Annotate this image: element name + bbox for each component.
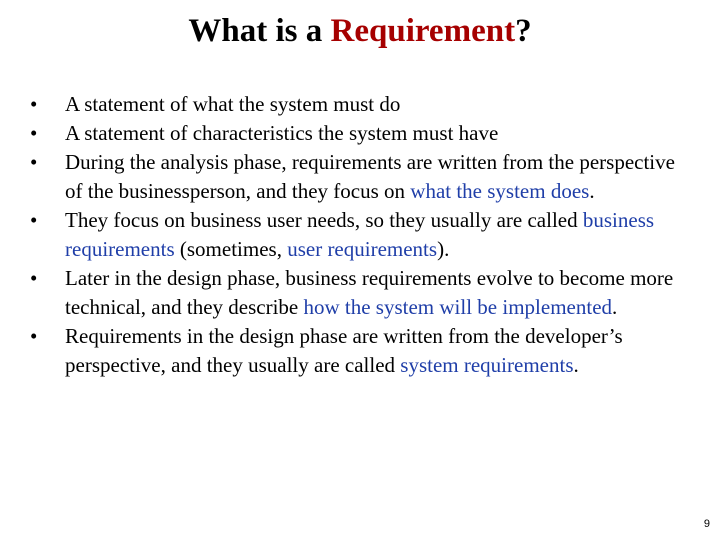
bullet-marker: • <box>30 92 38 116</box>
bullet-text: During the analysis phase, requirements are written from the perspective of the businessperson, and they focus on <box>65 150 675 203</box>
title-highlight: Requirement <box>330 13 516 49</box>
page-number: 9 <box>703 518 710 530</box>
slide-title <box>0 11 720 51</box>
bullet-text: A statement of what the system must do <box>65 92 401 116</box>
highlight-how-implemented: how the system will be implemented <box>303 295 613 319</box>
highlight-business-requirements: business requirements <box>65 208 655 261</box>
bullet-text: A statement of characteristics the system must have <box>65 121 499 145</box>
bullet-text: . <box>612 295 618 319</box>
bullet-text: . <box>573 353 579 377</box>
highlight-user-requirements: user requirements <box>287 237 438 261</box>
bullet-marker: • <box>30 121 38 145</box>
bullet-item-statement-do <box>30 90 690 119</box>
bullet-text: ). <box>437 237 450 261</box>
bullet-item-developer-perspective <box>30 322 690 380</box>
bullet-list <box>30 90 690 380</box>
title-suffix: ? <box>515 13 532 49</box>
bullet-text: Later in the design phase, business requirements evolve to become more technical, and they describe <box>65 266 674 319</box>
bullet-text: . <box>589 179 595 203</box>
bullet-item-statement-characteristics <box>30 119 690 148</box>
bullet-text: (sometimes, <box>174 237 288 261</box>
bullet-item-business-user-needs <box>30 206 690 264</box>
bullet-item-analysis-phase <box>30 148 690 206</box>
highlight-what-the-system-does: what the system does <box>410 179 590 203</box>
title-prefix: What is a <box>188 13 331 49</box>
bullet-text: Requirements in the design phase are written from the developer’s perspective, and they usually are called <box>65 324 623 377</box>
bullet-marker: • <box>30 324 38 348</box>
highlight-system-requirements: system requirements <box>400 353 574 377</box>
bullet-marker: • <box>30 208 38 232</box>
bullet-marker: • <box>30 266 38 290</box>
bullet-item-design-phase-evolve <box>30 264 690 322</box>
bullet-text: They focus on business user needs, so they usually are called <box>65 208 583 232</box>
bullet-marker: • <box>30 150 38 174</box>
